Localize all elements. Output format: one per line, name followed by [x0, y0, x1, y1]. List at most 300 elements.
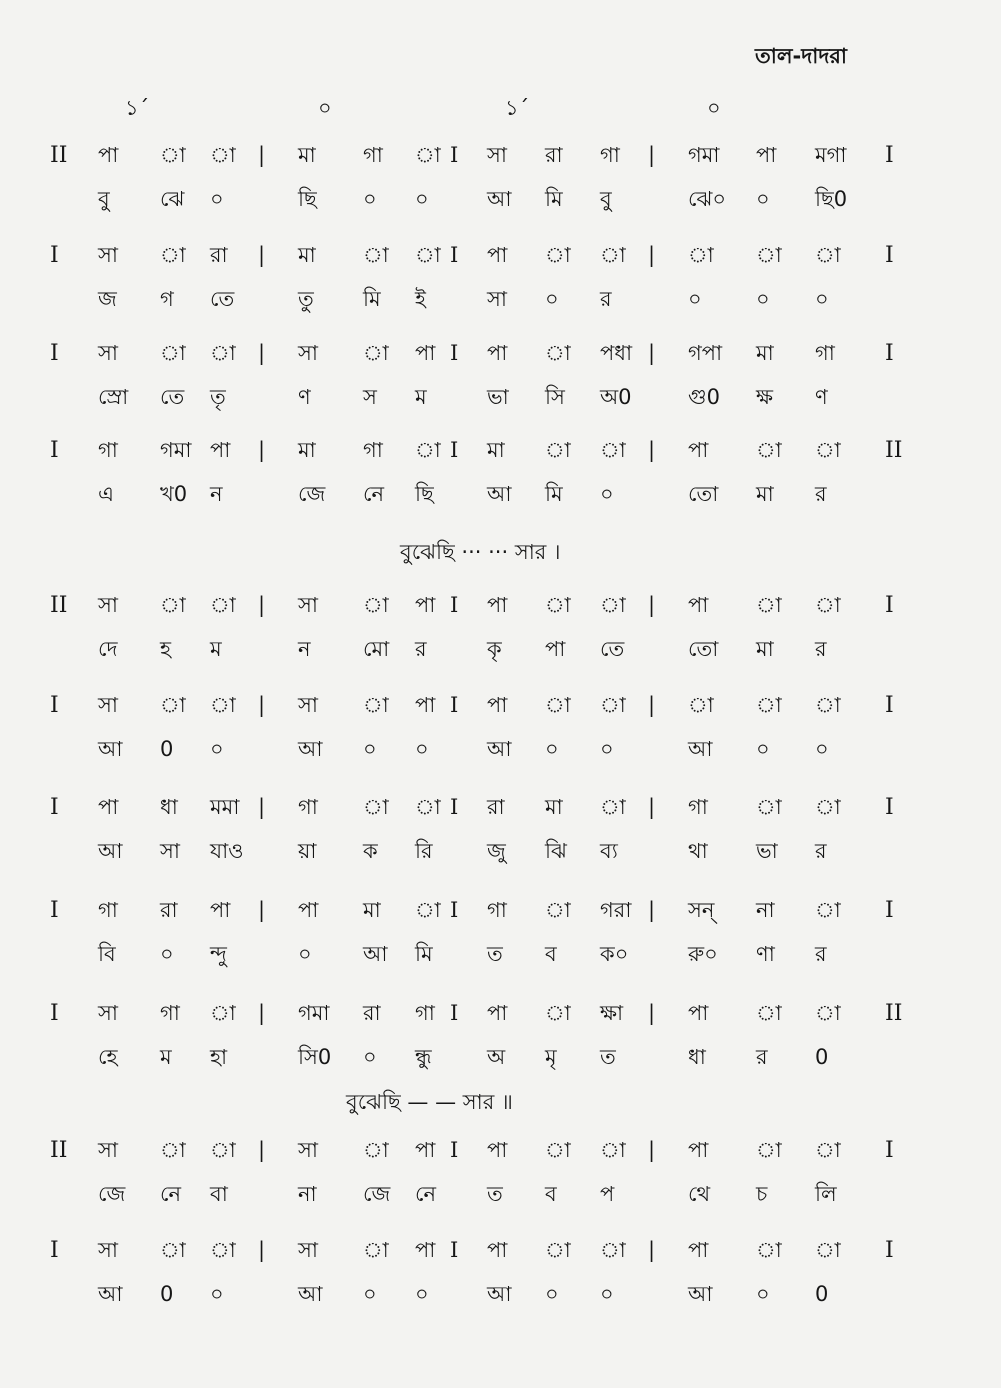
row-start-mark: I — [50, 243, 59, 268]
lyric-syllable: র — [815, 942, 827, 966]
lyric-syllable: বা — [210, 1182, 228, 1206]
lyric-syllable: মি — [363, 287, 381, 311]
swar-note: া — [600, 1138, 626, 1162]
swar-note: া — [363, 341, 389, 365]
lyric-syllable: র — [815, 637, 827, 661]
beat-divider: | — [258, 693, 266, 717]
lyric-syllable: এ — [98, 482, 114, 506]
lyric-syllable: হ — [160, 637, 172, 661]
lyric-syllable: মা — [756, 637, 774, 661]
lyric-syllable: র — [815, 839, 827, 863]
swar-note: া — [756, 438, 782, 462]
swar-note: া — [600, 795, 626, 819]
swar-note: া — [415, 795, 441, 819]
lyric-syllable: 0 — [160, 1282, 174, 1306]
beat-divider: I — [450, 1138, 459, 1162]
lyric-syllable: ণা — [756, 942, 775, 966]
lyric-syllable: ম — [210, 637, 222, 661]
lyric-syllable: ০ — [363, 737, 377, 761]
lyric-syllable: তে — [210, 287, 235, 311]
lyric-syllable: সি — [545, 385, 565, 409]
swar-note: া — [363, 1238, 389, 1262]
swar-note: পা — [487, 1001, 508, 1025]
swar-note: া — [160, 1138, 186, 1162]
beat-divider: | — [648, 1138, 656, 1162]
swar-note: া — [210, 593, 236, 617]
lyric-syllable: লি — [815, 1182, 837, 1206]
lyric-syllable: যাও — [210, 839, 244, 863]
row-end-mark: II — [885, 438, 903, 463]
swar-note: সা — [98, 341, 118, 365]
lyric-syllable: তু — [298, 287, 314, 311]
lyric-syllable: অ — [487, 1045, 506, 1069]
lyric-syllable: ন — [298, 637, 311, 661]
lyric-syllable: রি — [415, 839, 433, 863]
beat-divider: | — [648, 341, 656, 365]
lyric-syllable: 0 — [815, 1282, 829, 1306]
swar-note: া — [600, 243, 626, 267]
lyric-syllable: সা — [487, 287, 507, 311]
lyric-syllable: ০ — [756, 287, 770, 311]
lyric-syllable: ক্ষ — [756, 385, 774, 409]
swar-note: গা — [600, 143, 620, 167]
lyric-syllable: ঝে০ — [688, 187, 727, 211]
row-end-mark: I — [885, 143, 894, 168]
beat-divider: | — [648, 1001, 656, 1025]
lyric-syllable: খ0 — [160, 482, 188, 506]
lyric-syllable: তৃ — [210, 385, 226, 409]
beat-divider: I — [450, 1238, 459, 1262]
beat-divider: | — [258, 243, 266, 267]
lyric-syllable: সা — [160, 839, 180, 863]
swar-note: পা — [756, 143, 777, 167]
lyric-syllable: ধা — [688, 1045, 706, 1069]
lyric-syllable: আ — [487, 482, 512, 506]
beat-divider: | — [258, 1138, 266, 1162]
lyric-syllable: ০ — [415, 187, 429, 211]
row-end-mark: I — [885, 693, 894, 718]
swar-note: পা — [688, 438, 709, 462]
lyric-syllable: জে — [98, 1182, 126, 1206]
swar-note: া — [688, 243, 714, 267]
swar-note: া — [160, 593, 186, 617]
swar-note: া — [160, 143, 186, 167]
lyric-syllable: তো — [688, 637, 719, 661]
swar-note: পা — [688, 1138, 709, 1162]
beat-divider: | — [648, 593, 656, 617]
lyric-syllable: চ — [756, 1182, 768, 1206]
swar-note: া — [210, 1138, 236, 1162]
beat-mark-1: ১ˊ — [125, 96, 150, 120]
swar-note: সা — [98, 1238, 118, 1262]
lyric-syllable: ০ — [415, 1282, 429, 1306]
lyric-syllable: স্রো — [98, 385, 129, 409]
swar-note: পা — [688, 1001, 709, 1025]
swar-note: পা — [210, 898, 231, 922]
swar-note: পা — [487, 341, 508, 365]
lyric-syllable: নে — [415, 1182, 437, 1206]
swar-note: া — [815, 1001, 841, 1025]
swar-note: মা — [298, 243, 316, 267]
refrain-line-1: বুঝেছি ··· ··· সার । — [400, 540, 561, 564]
swar-note: া — [600, 593, 626, 617]
swar-note: মমা — [210, 795, 240, 819]
lyric-syllable: বু — [600, 187, 612, 211]
lyric-syllable: থা — [688, 839, 708, 863]
lyric-syllable: 0 — [815, 1045, 829, 1069]
swar-note: না — [756, 898, 775, 922]
lyric-syllable: ০ — [815, 737, 829, 761]
lyric-syllable: ০ — [298, 942, 312, 966]
lyric-syllable: ০ — [688, 287, 702, 311]
swar-note: পা — [415, 693, 436, 717]
swar-note: ধা — [160, 795, 178, 819]
swar-note: া — [415, 898, 441, 922]
swar-note: া — [815, 243, 841, 267]
lyric-syllable: ০ — [600, 1282, 614, 1306]
swar-note: া — [363, 795, 389, 819]
swar-note: া — [815, 795, 841, 819]
lyric-syllable: ভা — [487, 385, 509, 409]
lyric-syllable: বি — [98, 942, 116, 966]
lyric-syllable: ন্ধু — [415, 1045, 432, 1069]
beat-divider: | — [258, 593, 266, 617]
swar-note: পা — [210, 438, 231, 462]
beat-divider: | — [258, 1001, 266, 1025]
lyric-syllable: প — [600, 1182, 615, 1206]
swar-note: পা — [688, 1238, 709, 1262]
refrain-line-2: বুঝেছি — — সার ॥ — [346, 1090, 513, 1114]
swar-note: া — [756, 243, 782, 267]
row-start-mark: I — [50, 341, 59, 366]
beat-mark-2: ০ — [318, 96, 332, 120]
lyric-syllable: ০ — [756, 187, 770, 211]
lyric-syllable: ক০ — [600, 942, 629, 966]
swar-note: া — [160, 243, 186, 267]
lyric-syllable: আ — [98, 1282, 123, 1306]
swar-note: সা — [98, 593, 118, 617]
row-end-mark: I — [885, 795, 894, 820]
lyric-syllable: মো — [363, 637, 390, 661]
swar-note: া — [210, 1001, 236, 1025]
lyric-syllable: আ — [487, 187, 512, 211]
swar-note: সা — [298, 341, 318, 365]
swar-note: গা — [160, 1001, 180, 1025]
row-start-mark: I — [50, 1001, 59, 1026]
lyric-syllable: গু0 — [688, 385, 720, 409]
lyric-syllable: ছি0 — [815, 187, 848, 211]
swar-note: রা — [545, 143, 563, 167]
swar-note: া — [160, 341, 186, 365]
lyric-syllable: র — [756, 1045, 768, 1069]
swar-note: া — [545, 1001, 571, 1025]
lyric-syllable: মি — [545, 187, 563, 211]
lyric-syllable: য়া — [298, 839, 317, 863]
swar-note: া — [756, 1238, 782, 1262]
lyric-syllable: তে — [160, 385, 185, 409]
lyric-syllable: আ — [487, 737, 512, 761]
swar-note: রা — [487, 795, 505, 819]
swar-note: া — [363, 693, 389, 717]
row-start-mark: I — [50, 1238, 59, 1263]
swar-note: গা — [688, 795, 708, 819]
lyric-syllable: ০ — [160, 942, 174, 966]
swar-note: মা — [363, 898, 381, 922]
beat-divider: | — [258, 898, 266, 922]
lyric-syllable: ছি — [415, 482, 434, 506]
lyric-syllable: গ — [160, 287, 174, 311]
swar-note: গা — [363, 438, 383, 462]
lyric-syllable: জ — [98, 287, 117, 311]
lyric-syllable: ০ — [415, 737, 429, 761]
lyric-syllable: রু০ — [688, 942, 718, 966]
lyric-syllable: ন — [210, 482, 223, 506]
lyric-syllable: 0 — [160, 737, 174, 761]
swar-note: রা — [363, 1001, 381, 1025]
swar-note: া — [545, 1138, 571, 1162]
lyric-syllable: ০ — [815, 287, 829, 311]
lyric-syllable: স — [363, 385, 377, 409]
beat-divider: | — [258, 1238, 266, 1262]
swar-note: া — [815, 438, 841, 462]
swar-note: পধা — [600, 341, 633, 365]
lyric-syllable: ০ — [600, 737, 614, 761]
swar-note: া — [210, 143, 236, 167]
lyric-syllable: জু — [487, 839, 506, 863]
swar-note: সা — [98, 243, 118, 267]
lyric-syllable: ০ — [363, 1045, 377, 1069]
swar-note: ক্ষা — [600, 1001, 624, 1025]
swar-note: পা — [487, 243, 508, 267]
lyric-syllable: মৃ — [545, 1045, 557, 1069]
lyric-syllable: মি — [545, 482, 563, 506]
swar-note: সা — [98, 1138, 118, 1162]
lyric-syllable: ই — [415, 287, 426, 311]
swar-note: পা — [487, 593, 508, 617]
swar-note: া — [815, 693, 841, 717]
swar-note: গা — [363, 143, 383, 167]
lyric-syllable: আ — [363, 942, 388, 966]
beat-divider: I — [450, 341, 459, 365]
swar-note: পা — [487, 1238, 508, 1262]
swar-note: পা — [487, 693, 508, 717]
lyric-syllable: ত — [487, 942, 503, 966]
lyric-syllable: ০ — [756, 1282, 770, 1306]
swar-note: া — [160, 1238, 186, 1262]
beat-divider: | — [258, 143, 266, 167]
swar-note: গা — [815, 341, 835, 365]
swar-note: গা — [487, 898, 507, 922]
beat-divider: | — [648, 438, 656, 462]
row-start-mark: I — [50, 438, 59, 463]
lyric-syllable: কৃ — [487, 637, 502, 661]
swar-note: সা — [298, 693, 318, 717]
lyric-syllable: ০ — [363, 187, 377, 211]
swar-note: া — [756, 795, 782, 819]
lyric-syllable: ব — [545, 1182, 557, 1206]
row-end-mark: II — [885, 1001, 903, 1026]
swar-note: া — [756, 693, 782, 717]
lyric-syllable: পা — [545, 637, 566, 661]
swar-note: পা — [688, 593, 709, 617]
lyric-syllable: ০ — [756, 737, 770, 761]
row-end-mark: I — [885, 1138, 894, 1163]
lyric-syllable: বু — [98, 187, 110, 211]
lyric-syllable: আ — [688, 1282, 713, 1306]
lyric-syllable: ০ — [210, 737, 224, 761]
beat-divider: I — [450, 795, 459, 819]
swar-note: মগা — [815, 143, 847, 167]
swar-note: পা — [415, 1238, 436, 1262]
lyric-syllable: আ — [688, 737, 713, 761]
swar-note: া — [160, 693, 186, 717]
swar-note: া — [756, 1001, 782, 1025]
lyric-syllable: ব — [545, 942, 557, 966]
lyric-syllable: ণ — [815, 385, 828, 409]
lyric-syllable: নে — [363, 482, 385, 506]
swar-note: গা — [298, 795, 318, 819]
swar-note: া — [210, 341, 236, 365]
swar-note: মা — [545, 795, 563, 819]
swar-note: া — [415, 438, 441, 462]
lyric-syllable: ছি — [298, 187, 317, 211]
row-start-mark: II — [50, 1138, 68, 1163]
swar-note: রা — [210, 243, 228, 267]
beat-divider: I — [450, 143, 459, 167]
beat-divider: | — [648, 1238, 656, 1262]
swar-note: া — [756, 1138, 782, 1162]
lyric-syllable: ০ — [210, 187, 224, 211]
swar-note: সন্ — [688, 898, 715, 922]
swar-note: পা — [298, 898, 319, 922]
swar-note: পা — [98, 143, 119, 167]
swar-note: সা — [98, 1001, 118, 1025]
row-start-mark: I — [50, 795, 59, 820]
lyric-syllable: ০ — [545, 737, 559, 761]
swar-note: রা — [160, 898, 178, 922]
lyric-syllable: আ — [298, 737, 323, 761]
swar-note: মা — [756, 341, 774, 365]
lyric-syllable: ঝি — [545, 839, 567, 863]
lyric-syllable: দে — [98, 637, 118, 661]
lyric-syllable: ণ — [298, 385, 311, 409]
taal-heading: তাল-দাদরা — [755, 44, 848, 68]
swar-note: মা — [487, 438, 505, 462]
swar-note: া — [545, 1238, 571, 1262]
lyric-syllable: মা — [756, 482, 774, 506]
swar-note: সা — [298, 1138, 318, 1162]
lyric-syllable: ঝে — [160, 187, 185, 211]
lyric-syllable: জে — [363, 1182, 391, 1206]
lyric-syllable: জে — [298, 482, 326, 506]
beat-divider: I — [450, 243, 459, 267]
beat-mark-4: ০ — [707, 96, 721, 120]
beat-divider: I — [450, 898, 459, 922]
swar-note: পা — [415, 341, 436, 365]
beat-divider: | — [648, 243, 656, 267]
swar-note: গমা — [688, 143, 720, 167]
beat-divider: I — [450, 1001, 459, 1025]
lyric-syllable: র — [815, 482, 827, 506]
lyric-syllable: ম — [160, 1045, 172, 1069]
lyric-syllable: সি0 — [298, 1045, 332, 1069]
lyric-syllable: আ — [98, 839, 123, 863]
swar-note: গমা — [160, 438, 192, 462]
swar-note: া — [363, 243, 389, 267]
lyric-syllable: ন্দু — [210, 942, 227, 966]
lyric-syllable: ০ — [545, 1282, 559, 1306]
lyric-syllable: হে — [98, 1045, 118, 1069]
row-end-mark: I — [885, 243, 894, 268]
swar-note: গরা — [600, 898, 632, 922]
lyric-syllable: তো — [688, 482, 719, 506]
row-end-mark: I — [885, 593, 894, 618]
lyric-syllable: না — [298, 1182, 317, 1206]
lyric-syllable: আ — [487, 1282, 512, 1306]
swar-note: া — [600, 1238, 626, 1262]
lyric-syllable: ম — [415, 385, 427, 409]
lyric-syllable: ত — [487, 1182, 503, 1206]
row-end-mark: I — [885, 898, 894, 923]
swar-note: া — [688, 693, 714, 717]
lyric-syllable: আ — [98, 737, 123, 761]
lyric-syllable: ত — [600, 1045, 616, 1069]
beat-divider: | — [258, 438, 266, 462]
swar-note: া — [210, 693, 236, 717]
swar-note: া — [545, 898, 571, 922]
row-start-mark: I — [50, 898, 59, 923]
swar-note: া — [600, 693, 626, 717]
swar-note: পা — [415, 593, 436, 617]
swar-note: া — [545, 693, 571, 717]
beat-divider: I — [450, 593, 459, 617]
swar-note: সা — [98, 693, 118, 717]
swar-note: মা — [298, 143, 316, 167]
swar-note: া — [363, 1138, 389, 1162]
swar-note: া — [815, 898, 841, 922]
beat-divider: | — [648, 898, 656, 922]
swar-note: া — [756, 593, 782, 617]
beat-divider: | — [648, 143, 656, 167]
swar-note: া — [600, 438, 626, 462]
lyric-syllable: আ — [298, 1282, 323, 1306]
swar-note: া — [415, 143, 441, 167]
swar-note: পা — [487, 1138, 508, 1162]
beat-divider: | — [258, 795, 266, 819]
swar-note: গা — [98, 898, 118, 922]
swar-note: া — [545, 438, 571, 462]
lyric-syllable: ০ — [545, 287, 559, 311]
swar-note: গা — [98, 438, 118, 462]
lyric-syllable: ক — [363, 839, 378, 863]
swar-note: া — [415, 243, 441, 267]
swar-note: া — [545, 243, 571, 267]
swar-note: া — [815, 1238, 841, 1262]
lyric-syllable: ০ — [600, 482, 614, 506]
lyric-syllable: ব্য — [600, 839, 618, 863]
beat-divider: I — [450, 438, 459, 462]
swar-note: মা — [298, 438, 316, 462]
swar-note: া — [545, 341, 571, 365]
lyric-syllable: হা — [210, 1045, 228, 1069]
lyric-syllable: ভা — [756, 839, 778, 863]
swar-note: সা — [487, 143, 507, 167]
row-start-mark: II — [50, 143, 68, 168]
swar-note: গমা — [298, 1001, 330, 1025]
lyric-syllable: র — [600, 287, 612, 311]
swar-note: া — [815, 1138, 841, 1162]
lyric-syllable: মি — [415, 942, 433, 966]
